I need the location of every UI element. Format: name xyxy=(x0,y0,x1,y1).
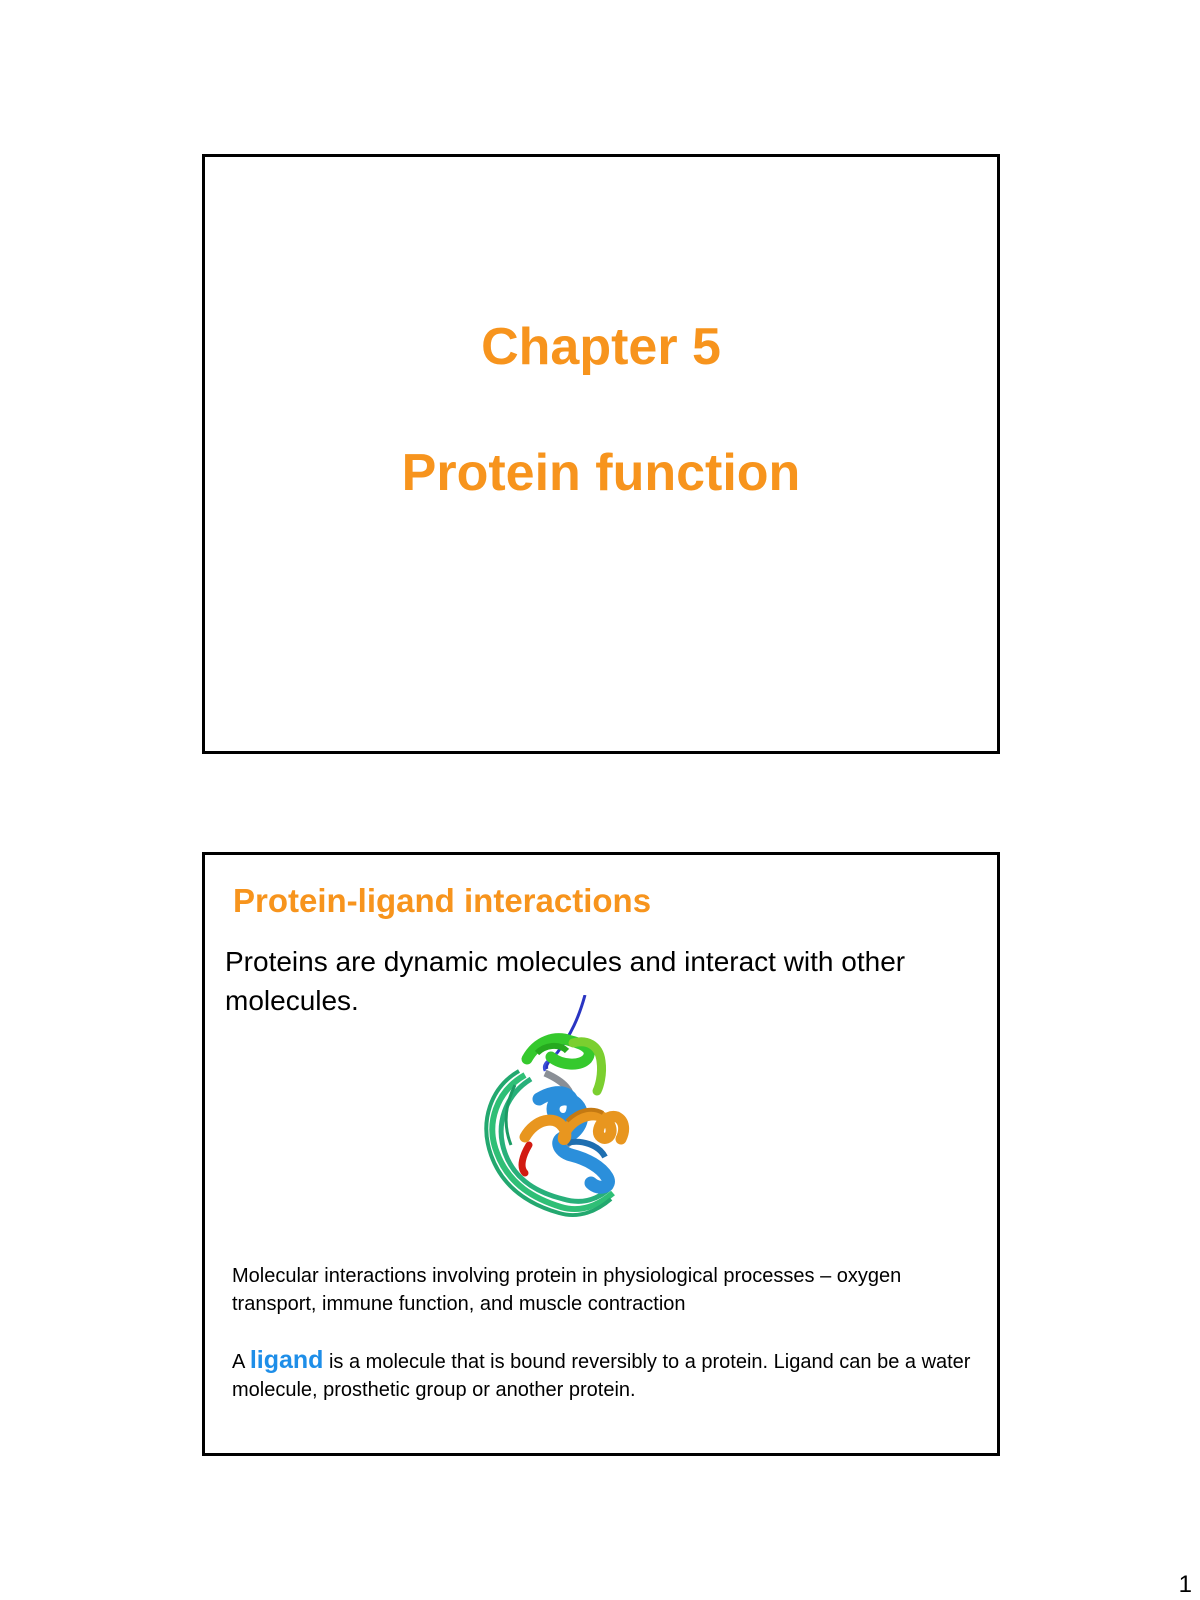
lead-statement: Proteins are dynamic molecules and interact with other molecules. xyxy=(225,946,906,1016)
ligand-definition-text: is a molecule that is bound reversibly to a protein. Ligand can be a water molecule, prosthetic group or another protein. xyxy=(232,1351,971,1401)
ligand-term: ligand xyxy=(249,1346,324,1374)
chapter-title: Chapter 5 xyxy=(481,318,721,376)
protein-ribbon-image xyxy=(475,995,650,1225)
page-number: 1 xyxy=(1178,1571,1192,1598)
title-slide xyxy=(202,154,1000,754)
ligand-prefix: A xyxy=(232,1351,245,1373)
interactions-paragraph: Molecular interactions involving protein in physiological processes – oxygen transport, immune function, and muscle contraction xyxy=(232,1265,902,1315)
slide-heading: Protein-ligand interactions xyxy=(233,882,652,919)
content-slide xyxy=(202,852,1000,1456)
ligand-definition xyxy=(232,1346,982,1404)
chapter-subject: Protein function xyxy=(401,444,801,502)
